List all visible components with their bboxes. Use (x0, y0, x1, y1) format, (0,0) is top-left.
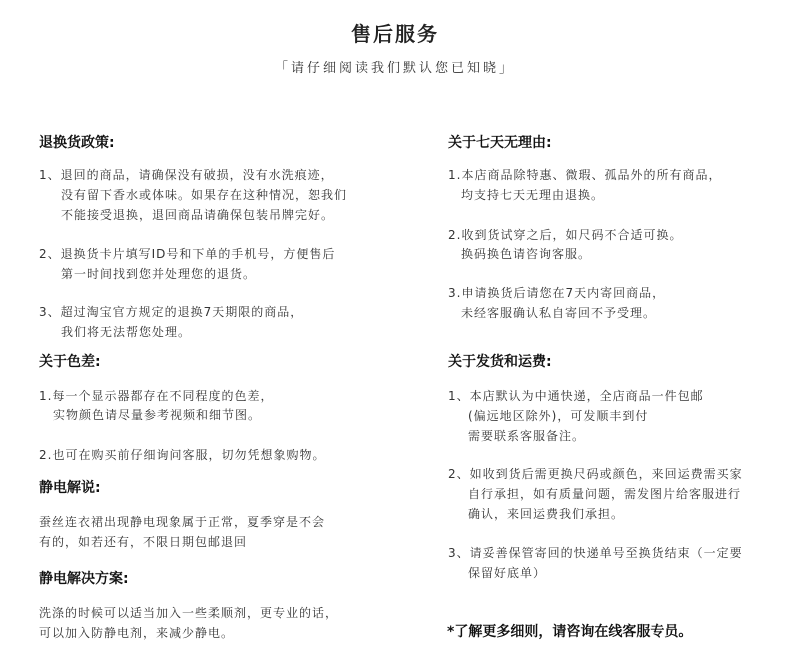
return-policy-line: 不能接受退换，退回商品请确保包装吊牌完好。 (61, 208, 335, 222)
static-solution-heading: 静电解决方案: (39, 571, 129, 587)
seven-day-line: 1.本店商品除特惠、微瑕、孤品外的所有商品， (448, 168, 722, 182)
seven-day-line: 3.申请换货后请您在7天内寄回商品， (448, 286, 666, 300)
color-diff-line: 实物颜色请尽量参考视频和细节图。 (53, 408, 262, 422)
page-subtitle: 「请仔细阅读我们默认您已知晓」 (274, 61, 515, 76)
page-title: 售后服务 (351, 22, 439, 46)
shipping-line: 1、本店默认为中通快递，全店商品一件包邮 (448, 389, 704, 403)
shipping-line: 2、如收到货后需更换尺码或颜色，来回运费需买家 (448, 467, 743, 481)
static-solution-line: 洗涤的时候可以适当加入一些柔顺剂，更专业的话， (39, 606, 339, 620)
static-explain-line: 有的，如若还有，不限日期包邮退回 (39, 535, 248, 549)
seven-day-line: 均支持七天无理由退换。 (461, 188, 605, 202)
seven-day-line: 换码换色请咨询客服。 (461, 247, 592, 261)
shipping-line: 3、请妥善保管寄回的快递单号至换货结束（一定要 (448, 546, 743, 560)
shipping-line: (偏远地区除外)，可发顺丰到付 (468, 409, 649, 423)
seven-day-heading: 关于七天无理由: (448, 135, 552, 151)
static-explain-heading: 静电解说: (39, 480, 101, 496)
return-policy-line: 1、退回的商品，请确保没有破损，没有水洗痕迹， (39, 168, 334, 182)
color-diff-line: 2.也可在购买前仔细询问客服，切勿凭想象购物。 (39, 448, 326, 462)
more-details-note: *了解更多细则，请咨询在线客服专员。 (447, 624, 693, 640)
return-policy-line: 第一时间找到您并处理您的退货。 (61, 267, 257, 281)
return-policy-line: 我们将无法帮您处理。 (61, 325, 192, 339)
shipping-line: 确认，来回运费我们承担。 (468, 507, 625, 521)
color-diff-line: 1.每一个显示器都存在不同程度的色差， (39, 389, 274, 403)
return-policy-line: 3、超过淘宝官方规定的退换7天期限的商品， (39, 305, 304, 319)
return-policy-line: 没有留下香水或体味。如果存在这种情况，恕我们 (61, 188, 348, 202)
shipping-line: 自行承担，如有质量问题，需发图片给客服进行 (468, 487, 742, 501)
return-policy-heading: 退换货政策: (39, 135, 115, 151)
seven-day-line: 2.收到货试穿之后，如尺码不合适可换。 (448, 228, 683, 242)
seven-day-line: 未经客服确认私自寄回不予受理。 (461, 306, 657, 320)
color-diff-heading: 关于色差: (39, 354, 101, 370)
shipping-line: 需要联系客服备注。 (468, 429, 586, 443)
shipping-heading: 关于发货和运费: (448, 354, 552, 370)
static-solution-line: 可以加入防静电剂，来减少静电。 (39, 626, 235, 640)
static-explain-line: 蚕丝连衣裙出现静电现象属于正常，夏季穿是不会 (39, 515, 326, 529)
return-policy-line: 2、退换货卡片填写ID号和下单的手机号，方便售后 (39, 247, 336, 261)
shipping-line: 保留好底单） (468, 566, 547, 580)
